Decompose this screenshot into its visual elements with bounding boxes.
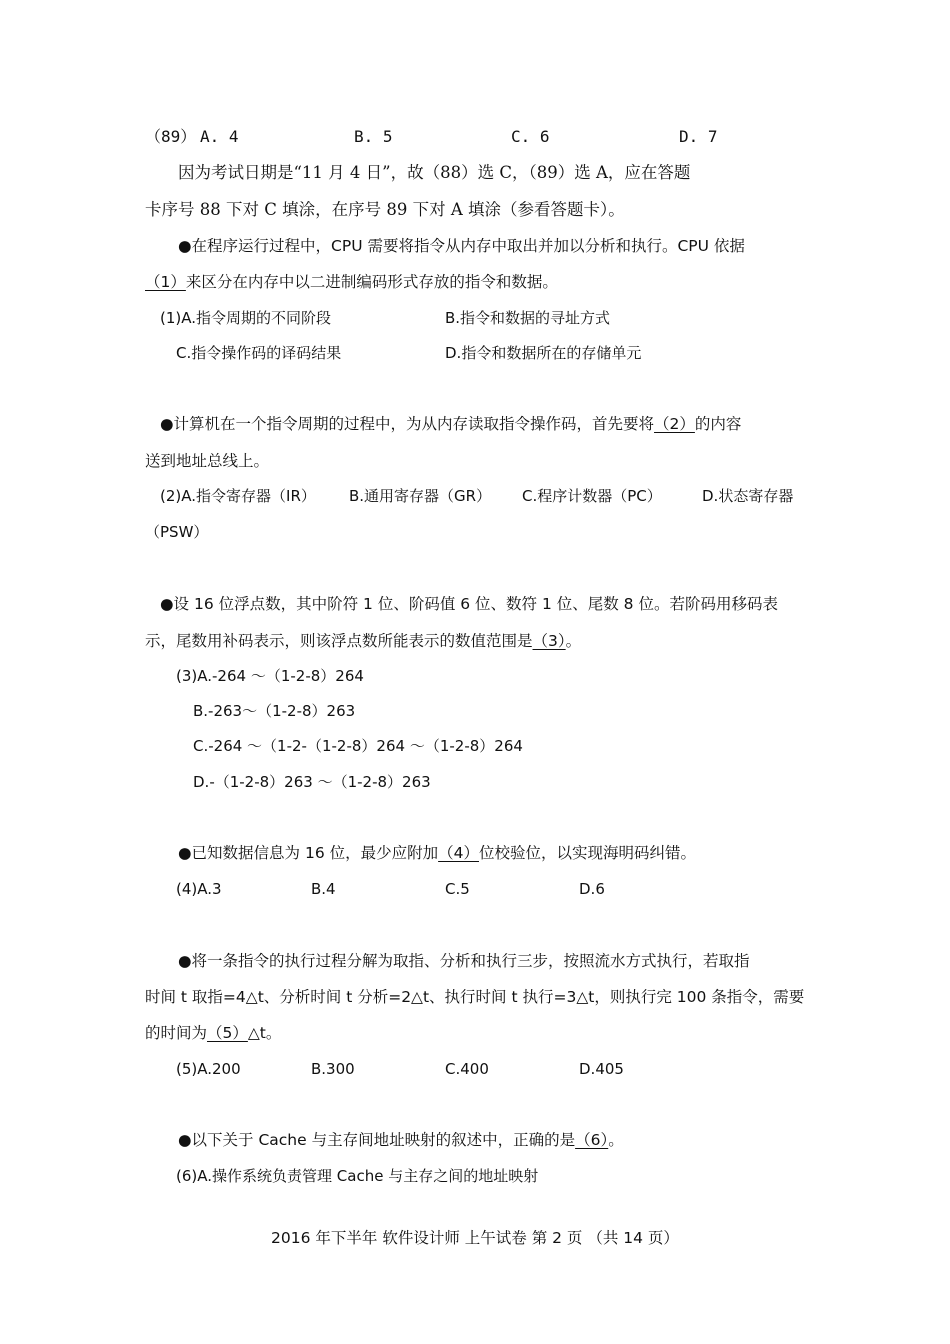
q1-stem-line-1: ●在程序运行过程中，CPU 需要将指令从内存中取出并加以分析和执行。CPU 依据 [178, 237, 745, 255]
explanation-line-1: 因为考试日期是“11 月 4 日”，故（88）选 C，（89）选 A，应在答题 [178, 163, 691, 182]
q6-stem-pre: ●以下关于 Cache 与主存间地址映射的叙述中，正确的是 [178, 1131, 576, 1149]
q89-option-c: C. 6 [511, 127, 550, 146]
q5-option-a: (5)A.200 [176, 1060, 241, 1078]
q5-stem-pre: 的时间为 [145, 1024, 208, 1042]
q5-stem-post: △t。 [247, 1024, 282, 1042]
q4-option-a: (4)A.3 [176, 880, 222, 898]
q6-option-a: (6)A.操作系统负责管理 Cache 与主存之间的地址映射 [176, 1167, 539, 1185]
q2-stem-post: 的内容 [694, 415, 742, 433]
q5-stem-line-3 [145, 1023, 281, 1043]
q6-stem [178, 1130, 624, 1150]
q2-stem-pre: ●计算机在一个指令周期的过程中，为从内存读取指令操作码，首先要将 [160, 415, 655, 433]
q2-option-b: B.通用寄存器（GR） [349, 487, 492, 505]
q2-stem-line-1 [160, 414, 741, 434]
q2-option-d: D.状态寄存器 [702, 487, 794, 505]
q6-blank: （6） [575, 1131, 609, 1149]
q4-stem-pre: ●已知数据信息为 16 位，最少应附加 [178, 844, 439, 862]
q6-stem-post: 。 [608, 1131, 624, 1149]
q3-stem-line-2 [145, 631, 581, 651]
q5-stem-line-2: 时间 t 取指=4△t、分析时间 t 分析=2△t、执行时间 t 执行=3△t，则执行完 100 条指令，需要 [145, 988, 805, 1006]
page-footer: 2016 年下半年 软件设计师 上午试卷 第 2 页 （共 14 页） [271, 1229, 679, 1247]
q4-stem [178, 843, 696, 863]
q1-stem-rest: 来区分在内存中以二进制编码形式存放的指令和数据。 [185, 273, 558, 291]
q2-blank: （2） [654, 415, 695, 433]
q1-blank: （1） [145, 273, 186, 291]
q3-option-d: D.-（1-2-8）263 ～（1-2-8）263 [193, 773, 431, 791]
q4-option-c: C.5 [445, 880, 470, 898]
q2-option-d-cont: （PSW） [145, 523, 209, 541]
q3-stem-line-1: ●设 16 位浮点数，其中阶符 1 位、阶码值 6 位、数符 1 位、尾数 8 位。若阶码用移码表 [160, 595, 778, 613]
q2-stem-line-2: 送到地址总线上。 [145, 452, 270, 470]
q89-option-b: B. 5 [354, 127, 393, 146]
q4-stem-post: 位校验位，以实现海明码纠错。 [478, 844, 696, 862]
q3-stem-post: 。 [565, 632, 582, 650]
q5-option-c: C.400 [445, 1060, 489, 1078]
explanation-line-2: 卡序号 88 下对 C 填涂，在序号 89 下对 A 填涂（参看答题卡）。 [145, 200, 625, 219]
q1-option-d: D.指令和数据所在的存储单元 [445, 344, 642, 362]
q5-option-b: B.300 [311, 1060, 355, 1078]
q4-option-d: D.6 [579, 880, 605, 898]
q3-option-a: (3)A.-264 ～（1-2-8）264 [176, 667, 364, 685]
q1-option-b: B.指令和数据的寻址方式 [445, 309, 611, 327]
q2-option-a: (2)A.指令寄存器（IR） [160, 487, 316, 505]
q89-option-d: D. 7 [679, 127, 718, 146]
q3-option-b: B.-263～（1-2-8）263 [193, 702, 356, 720]
q5-stem-line-1: ●将一条指令的执行过程分解为取指、分析和执行三步，按照流水方式执行，若取指 [178, 952, 750, 970]
q5-blank: （5） [207, 1024, 248, 1042]
q89-number: （89） [145, 127, 197, 146]
q4-blank: （4） [438, 844, 479, 862]
q3-stem-pre: 示，尾数用补码表示，则该浮点数所能表示的数值范围是 [145, 632, 533, 650]
q4-option-b: B.4 [311, 880, 336, 898]
q89-option-a: A. 4 [200, 127, 239, 146]
q3-blank: （3） [532, 632, 566, 650]
q1-option-c: C.指令操作码的译码结果 [176, 344, 342, 362]
q3-option-c: C.-264 ～（1-2-（1-2-8）264 ～（1-2-8）264 [193, 737, 523, 755]
q5-option-d: D.405 [579, 1060, 624, 1078]
q1-stem-line-2 [145, 272, 558, 292]
q1-option-a: (1)A.指令周期的不同阶段 [160, 309, 332, 327]
q2-option-c: C.程序计数器（PC） [522, 487, 662, 505]
